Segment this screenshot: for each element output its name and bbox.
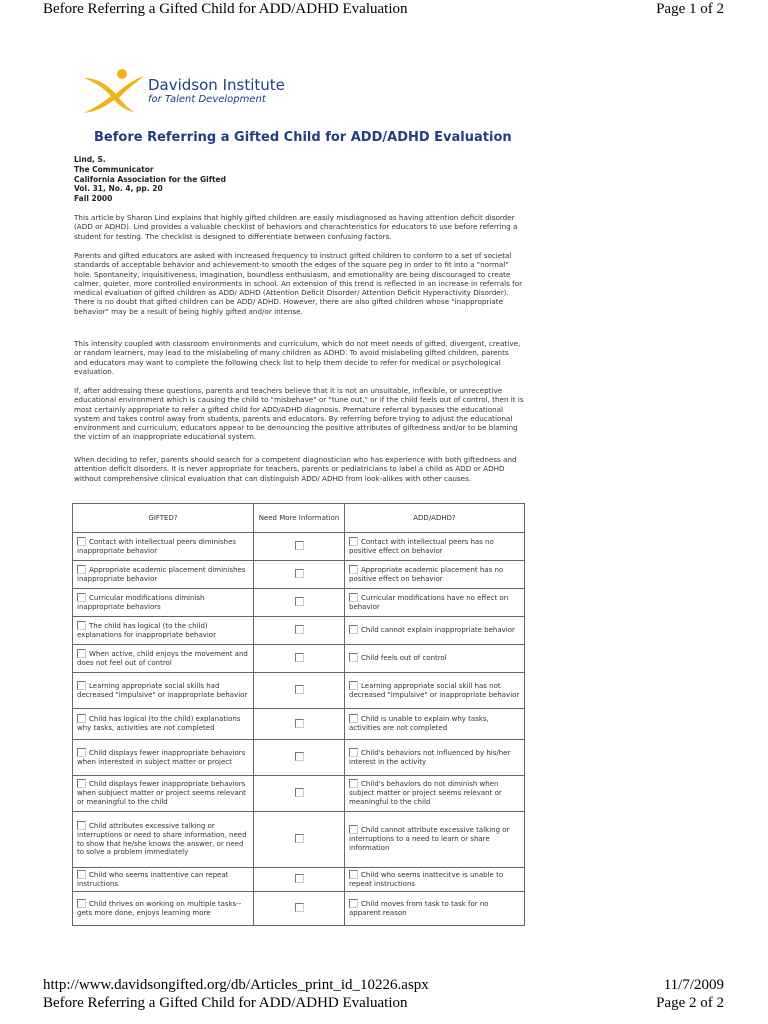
adhd-checkbox[interactable] [349,825,358,834]
need-info-checkbox[interactable] [295,569,304,578]
adhd-checkbox[interactable] [349,779,358,788]
adhd-cell [345,892,525,926]
gifted-cell [73,709,254,740]
need-info-checkbox[interactable] [295,788,304,797]
gifted-cell [73,740,254,776]
footer-date: 11/7/2009 [663,977,724,993]
meta-publication: The Communicator [74,164,154,174]
gifted-checkbox[interactable] [77,748,86,757]
need-info-checkbox[interactable] [295,874,304,883]
need-info-cell [254,617,345,645]
adhd-cell [345,533,525,561]
gifted-text: Learning appropriate social skills had decreased "impulsive" or inappropriate behavior [77,681,248,699]
adhd-text: Child's behaviors do not diminish when subject matter or project seems relevant or meaningful to the child [349,780,502,806]
need-info-checkbox[interactable] [295,685,304,694]
footer-title: Before Referring a Gifted Child for ADD/ADHD Evaluation [43,995,408,1011]
gifted-cell [73,617,254,645]
checklist-table [72,503,525,926]
adhd-text: Child cannot explain inappropriate behavior [361,626,515,634]
adhd-checkbox[interactable] [349,714,358,723]
gifted-cell [73,645,254,673]
header-gifted: GIFTED? [73,504,254,533]
meta-author: Lind, S. [74,155,106,164]
table-row [73,740,525,776]
adhd-text: Child who seems inattecitve is unable to repeat instructions [349,870,504,888]
adhd-checkbox[interactable] [349,681,358,690]
gifted-checkbox[interactable] [77,681,86,690]
adhd-text: Child's behaviors not influenced by his/her interest in the activity [349,748,511,766]
adhd-checkbox[interactable] [349,625,358,634]
adhd-text: Contact with intellectual peers has no positive effect on behavior [349,537,494,555]
gifted-cell [73,533,254,561]
table-body [73,533,525,926]
need-info-cell [254,776,345,812]
need-info-cell [254,892,345,926]
gifted-text: Child thrives on working on multiple tasks-- gets more done, enjoys learning more [77,899,242,917]
adhd-cell [345,776,525,812]
article-title: Before Referring a Gifted Child for ADD/ADHD Evaluation [94,130,512,145]
table-row [73,645,525,673]
need-info-cell [254,709,345,740]
adhd-text: Child feels out of control [361,654,447,662]
gifted-cell [73,868,254,892]
paragraph-referral: If, after addressing these questions, parents and teachers believe that it is not an unsuitable, inflexible, or unreceptive educational environment which is causing the child to "misbehave" or "tune out," or if the child feels out of control, then it is most certainly appropriate to refer a gifted child for ADD/ADHD diagnosis. Premature referral bypasses the educational system and takes control away from students, parents and educators. By referring before trying to adjust the educational environment and curriculum, educators appear to be denouncing the positive attributes of giftedness and/or to be blaming the victim of an inappropriate educational system. [74,386,524,442]
table-header-row [73,504,525,533]
gifted-cell [73,812,254,868]
need-info-checkbox[interactable] [295,597,304,606]
meta-association: California Association for the Gifted [74,174,227,184]
davidson-figure-icon [82,68,146,114]
adhd-cell [345,561,525,589]
gifted-checkbox[interactable] [77,649,86,658]
table-row [73,617,525,645]
footer-url: http://www.davidsongifted.org/db/Articles_print_id_10226.aspx [43,977,429,993]
adhd-checkbox[interactable] [349,537,358,546]
gifted-text: Curricular modifications diminish inappropriate behaviors [77,593,205,611]
adhd-text: Child is unable to explain why tasks, activities are not completed [349,715,489,733]
logo-name: Davidson Institute [148,76,285,94]
logo-tagline: for Talent Development [148,94,266,105]
gifted-text: Child who seems inattentive can repeat instructions [77,870,229,888]
adhd-cell [345,812,525,868]
gifted-checkbox[interactable] [77,899,86,908]
gifted-checkbox[interactable] [77,714,86,723]
gifted-checkbox[interactable] [77,779,86,788]
print-footer [43,976,724,1024]
need-info-cell [254,561,345,589]
need-info-checkbox[interactable] [295,625,304,634]
gifted-text: Appropriate academic placement diminishes inappropriate behavior [77,565,246,583]
adhd-checkbox[interactable] [349,653,358,662]
adhd-cell [345,709,525,740]
need-info-checkbox[interactable] [295,653,304,662]
gifted-checkbox[interactable] [77,821,86,830]
gifted-cell [73,589,254,617]
meta-season: Fall 2000 [74,194,113,204]
need-info-checkbox[interactable] [295,834,304,843]
adhd-cell [345,673,525,709]
adhd-checkbox[interactable] [349,593,358,602]
table-row [73,533,525,561]
table-row [73,673,525,709]
gifted-checkbox[interactable] [77,593,86,602]
paragraph-context: Parents and gifted educators are asked with increased frequency to instruct gifted children to conform to a set of societal standards of acceptable behavior and achievement-to smooth the edges of the square peg in order to fit into a "normal" hole. Spontaneity, inquisitiveness, imagination, boundless enthusiasm, and emotionality are being discouraged to create calmer, quieter, more controlled environments in school. An extension of this trend is reflected in an increase in referrals for medical evaluation of gifted children as ADD/ ADHD (Attention Deficit Disorder/ Attention Deficit Hyperactivity Disorder). There is no doubt that gifted children can be ADD/ ADHD. However, there are also gifted children whose "inappropriate behavior" may be a result of being highly gifted and/or intense. [74,251,523,316]
adhd-text: Child cannot attribute excessive talking or interruptions to a need to learn or share information [349,826,510,852]
need-info-checkbox[interactable] [295,719,304,728]
adhd-text: Child moves from task to task for no apparent reason [349,899,489,917]
header-add-adhd: ADD/ADHD? [345,504,525,533]
print-header-title: Before Referring a Gifted Child for ADD/ADHD Evaluation [43,1,408,17]
gifted-text: Contact with intellectual peers diminishes inappropriate behavior [77,537,237,555]
table-row [73,561,525,589]
paragraph-intro: This article by Sharon Lind explains that highly gifted children are easily misdiagnosed as having attention deficit disorder (ADD or ADHD). Lind provides a valuable checklist of behaviors and charachteristics for educators to use before referring a student for testing. The checklist is designed to differentiate between confusing factors. [74,213,518,241]
need-info-checkbox[interactable] [295,541,304,550]
gifted-text: When active, child enjoys the movement and does not feel out of control [77,649,248,667]
adhd-text: Appropriate academic placement has no positive effect on behavior [349,565,504,583]
gifted-cell [73,561,254,589]
gifted-cell [73,776,254,812]
need-info-cell [254,740,345,776]
gifted-text: Child has logical (to the child) explanations why tasks, activities are not completed [77,715,241,733]
need-info-cell [254,645,345,673]
need-info-cell [254,533,345,561]
need-info-cell [254,868,345,892]
table-row [73,776,525,812]
article-meta [74,155,226,204]
gifted-checkbox[interactable] [77,870,86,879]
need-info-cell [254,673,345,709]
gifted-cell [73,673,254,709]
paragraph-intensity: This intensity coupled with classroom environments and curriculum, which do not meet needs of gifted, divergent, creative, or random learners, may lead to the mislabeling of many children as ADHD. To avoid mislabeling gifted children, parents and educators may want to complete the following check list to help them decide to refer for medical or psychological evaluation. [74,339,521,376]
gifted-text: The child has logical (to the child) explanations for inappropriate behavior [77,621,216,639]
print-header-page: Page 1 of 2 [656,1,724,17]
davidson-logo [82,68,285,114]
paragraph-diagnostician: When deciding to refer, parents should search for a competent diagnostician who has experience with both giftedness and attention deficit disorders. It is never appropriate for teachers, parents or pediatricians to label a child as ADD or ADHD without comprehensive clinical evaluation that can distinguish ADD/ ADHD from look-alikes with other causes. [74,455,517,483]
adhd-cell [345,740,525,776]
table-row [73,892,525,926]
adhd-checkbox[interactable] [349,870,358,879]
gifted-text: Child displays fewer inappropriate behaviors when subjuect matter or project seems relevant or meaningful to the child [77,780,246,806]
need-info-checkbox[interactable] [295,903,304,912]
need-info-cell [254,589,345,617]
gifted-checkbox[interactable] [77,621,86,630]
table-row [73,868,525,892]
table-row [73,709,525,740]
adhd-cell [345,617,525,645]
gifted-text: Child displays fewer inappropriate behaviors when interested in subject matter or project [77,748,246,766]
adhd-checkbox[interactable] [349,748,358,757]
adhd-cell [345,589,525,617]
footer-page: Page 2 of 2 [656,995,724,1011]
print-header [43,1,724,21]
need-info-cell [254,812,345,868]
table-row [73,812,525,868]
adhd-cell [345,645,525,673]
adhd-cell [345,868,525,892]
adhd-checkbox[interactable] [349,899,358,908]
table-row [73,589,525,617]
gifted-text: Child attributes excessive talking or interruptions or need to share information, need to show that he/she knows the answer, or need to solve a problem immediately [77,821,247,857]
gifted-cell [73,892,254,926]
header-need-more-info: Need More Information [254,504,345,533]
meta-volume: Vol. 31, No. 4, pp. 20 [74,184,163,194]
need-info-checkbox[interactable] [295,752,304,761]
gifted-checkbox[interactable] [77,565,86,574]
adhd-text: Curricular modifications have no effect on behavior [349,593,509,611]
adhd-text: Learning appropriate social skill has not decreased "impulsive" or inappropriate behavior [349,681,520,699]
adhd-checkbox[interactable] [349,565,358,574]
gifted-checkbox[interactable] [77,537,86,546]
